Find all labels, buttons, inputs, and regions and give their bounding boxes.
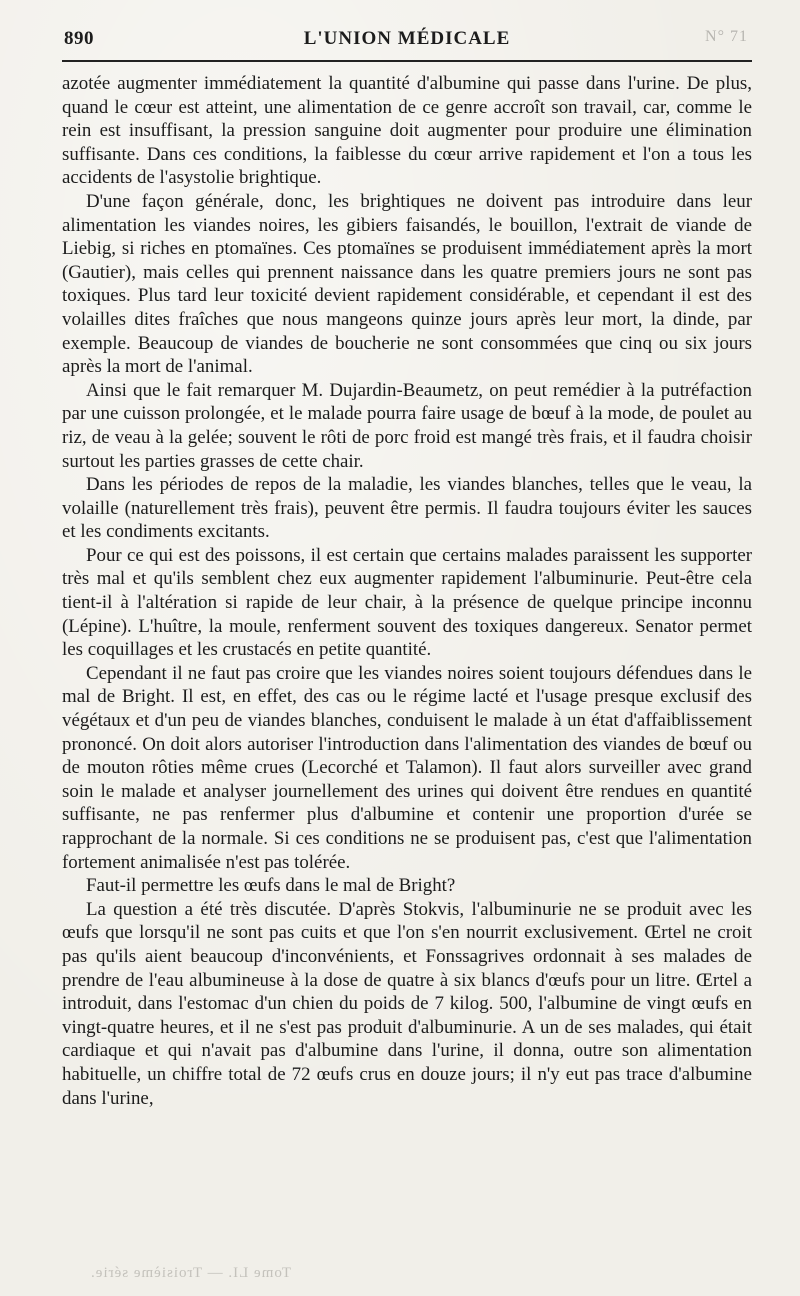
running-head bbox=[62, 24, 752, 62]
paragraph-viandes-blanches: Dans les périodes de repos de la maladie, les viandes blanches, telles que le veau, la volaille (naturellement très frais), peuvent être permis. Il faudra toujours éviter les sauces et les condiments excitants. bbox=[62, 474, 752, 543]
bleed-through-text: Tome LI. — Troisième série. bbox=[90, 1265, 291, 1281]
issue-mark: N° 71 bbox=[705, 28, 748, 45]
paragraph-viandes-noires: D'une façon générale, donc, les brightiques ne doivent pas introduire dans leur alimentation les viandes noires, les gibiers faisandés, le bouillon, l'extrait de viande de Liebig, si riches en ptomaïnes. Ces ptomaïnes se produisent immédiatement après la mort (Gautier), mais celles qui prennent naissance dans les quatre premiers jours ne sont pas toxiques. Plus tard leur toxicité devient rapidement considérable, et cependant il est des volailles dites fraîches que nous mangeons quinze jours après leur mort, la dinde, par exemple. Beaucoup de viandes de boucherie ne sont consommées que cinq ou six jours après la mort de l'animal. bbox=[62, 190, 752, 378]
page-number: 890 bbox=[64, 28, 94, 49]
paragraph-stokvis: La question a été très discutée. D'après Stokvis, l'albuminurie ne se produit avec les œufs que lorsqu'il ne sont pas cuits et que l'on s'en nourrit exclusivement. Œrtel ne croit pas qu'ils aient beaucoup d'inconvénients, et Fonssagrives ordonnait à ses malades de prendre de l'eau albumineuse à la dose de quatre à six blancs d'œufs pour un litre. Œrtel a introduit, dans l'estomac d'un chien du poids de 7 kilog. 500, l'albumine de vingt œufs en vingt-quatre heures, et il ne s'est pas produit d'albuminurie. A un de ses malades, qui était cardiaque et qui n'avait pas d'albumine dans l'urine, il donna, outre son alimentation habituelle, un chiffre total de 72 œufs crus en douze jours; il n'y eut pas trace d'albumine dans l'urine, bbox=[62, 898, 752, 1109]
paragraph-continuation: azotée augmenter immédiatement la quantité d'albumine qui passe dans l'urine. De plus, quand le cœur est atteint, une alimentation de ce genre accroît son travail, car, comme le rein est insuffisant, la pression sanguine doit augmenter pour produire une élimination suffisante. Dans ces conditions, la faiblesse du cœur arrive rapidement et l'on a tous les accidents de l'asystolie brightique. bbox=[62, 73, 752, 189]
journal-title: L'UNION MÉDICALE bbox=[303, 28, 511, 49]
paragraph-cuisson: Ainsi que le fait remarquer M. Dujardin-Beaumetz, on peut remédier à la putréfaction par une cuisson prolongée, et le malade pourra faire usage de bœuf à la mode, de poulet au riz, de veau à la gelée; souvent le rôti de porc froid est mangé très frais, et il faudra choisir surtout les parties grasses de cette chair. bbox=[62, 379, 752, 472]
paragraph-cependant: Cependant il ne faut pas croire que les viandes noires soient toujours défendues dans le mal de Bright. Il est, en effet, des cas ou le régime lacté et l'usage presque exclusif des végétaux et d'un peu de viandes blanches, conduisent le malade à un état d'affaiblissement prononcé. On doit alors autoriser l'introduction dans l'alimentation des viandes de bœuf ou de mouton rôties même crues (Lecorché et Talamon). Il faut alors surveiller avec grand soin le malade et analyser journellement des urines qui doivent être rendues en quantité suffisante, ne pas renfermer plus d'albumine et contenir une proportion d'urée se rapprochant de la normale. Si ces conditions ne se produisent pas, c'est que l'alimentation fortement animalisée n'est pas tolérée. bbox=[62, 662, 752, 873]
article-body bbox=[62, 72, 752, 1110]
paragraph-poissons: Pour ce qui est des poissons, il est certain que certains malades paraissent les supporter très mal et qu'ils semblent chez eux augmenter rapidement l'albuminurie. Peut-être cela tient-il à l'altération si rapide de leur chair, à la présence de quelque principe inconnu (Lépine). L'huître, la moule, renferment souvent des toxiques dangereux. Senator permet les coquillages et les crustacés en petite quantité. bbox=[62, 544, 752, 661]
paragraph-question-oeufs: Faut-il permettre les œufs dans le mal de Bright? bbox=[86, 875, 456, 897]
